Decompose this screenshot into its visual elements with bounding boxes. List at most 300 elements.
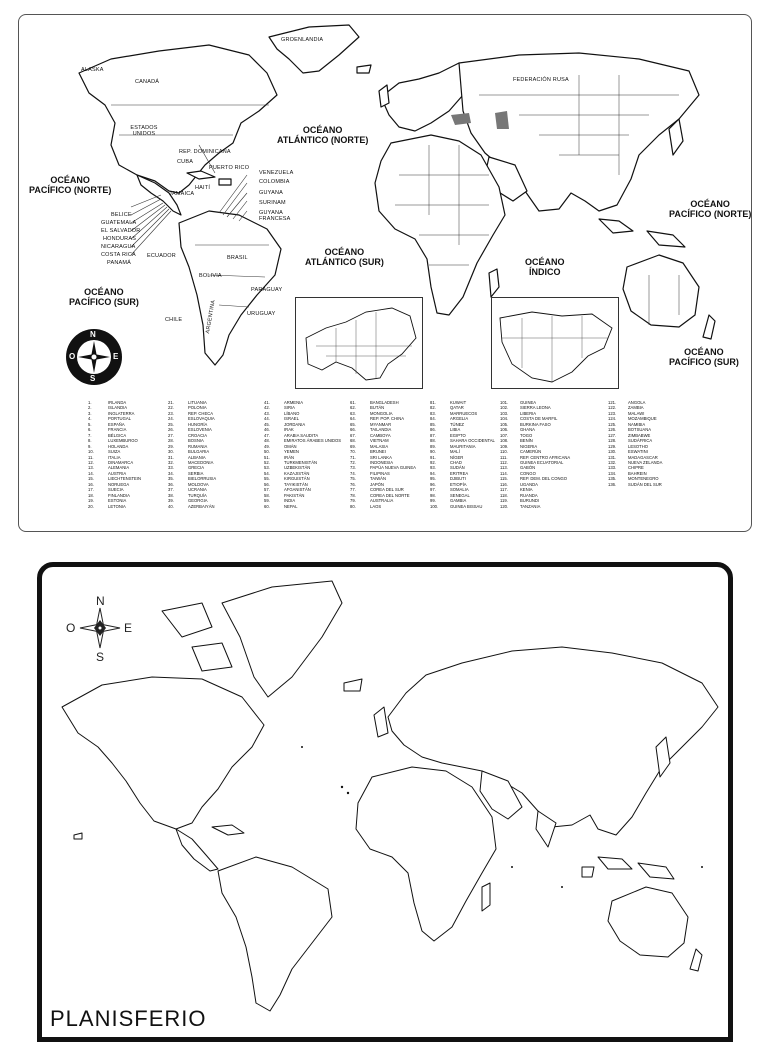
legend-entry-country: ESPAÑA (108, 421, 125, 427)
legend-entry-country: INDONESIA (370, 459, 394, 465)
legend-entry-number: 88. (430, 438, 436, 444)
country-label-panama: PANAMÁ (107, 260, 132, 266)
legend-entry-number: 102. (500, 405, 509, 411)
legend-entry-country: NUEVA ZELANDA (628, 459, 663, 465)
legend-entry-number: 120. (500, 503, 509, 509)
legend-entry-country: MADAGASCAR (628, 454, 658, 460)
legend-entry-number: 23. (168, 410, 174, 416)
legend-entry-country: PORTUGAL (108, 416, 131, 422)
legend-entry-country: ERITREA (450, 470, 469, 476)
legend-entry-number: 123. (608, 410, 617, 416)
legend-entry-country: MALÍ (450, 449, 460, 455)
legend-entry-number: 56. (264, 481, 270, 487)
legend-entry-country: GEORGIA (188, 498, 208, 504)
legend-entry-number: 131. (608, 454, 617, 460)
legend-entry-country: ALBANIA (188, 454, 206, 460)
country-label-venezuela: VENEZUELA (259, 170, 294, 176)
legend-entry-country: AUSTRIA (108, 470, 127, 476)
legend-entry-country: PAKISTÁN (284, 492, 305, 498)
legend-entry-country: MAURITANIA (450, 443, 476, 449)
legend-entry-number: 50. (264, 449, 270, 455)
legend-entry-country: ANGOLA (628, 400, 646, 405)
legend-entry-number: 3. (88, 410, 92, 416)
legend-entry-country: GUINEA (520, 400, 537, 405)
legend-entry-number: 57. (264, 487, 270, 493)
country-label-guatemala: GUATEMALA (101, 220, 137, 226)
legend-entry-number: 53. (264, 465, 270, 471)
legend-entry-number: 65. (350, 421, 356, 427)
country-label-uruguay: URUGUAY (247, 311, 276, 317)
legend-entry-number: 112. (500, 459, 508, 465)
country-label-bolivia: BOLIVIA (199, 273, 222, 279)
legend-entry-number: 95. (430, 476, 436, 482)
legend-entry-number: 103. (500, 410, 509, 416)
country-label-rep-dominicana: REP. DOMINICANA (179, 149, 231, 155)
legend-entry-number: 77. (350, 487, 356, 493)
legend-entry-country: GRECIA (188, 465, 205, 471)
legend-entry-country: SUDÁN (450, 465, 465, 471)
legend-entry-country: AFGANISTÁN (284, 487, 311, 493)
legend-entry-country: ZAMBIA (628, 405, 644, 411)
legend-entry (350, 504, 416, 509)
country-label-federacion-rusa: FEDERACIÓN RUSA (513, 77, 569, 83)
legend-entry-number: 66. (350, 427, 356, 433)
legend-entry-number: 97. (430, 487, 436, 493)
legend-entry-country: TURKMENISTÁN (284, 459, 318, 465)
legend-entry-country: YEMEN (284, 449, 299, 455)
legend-entry-country: IRAK (284, 427, 294, 433)
legend-entry-country: KAZAJISTÁN (284, 470, 310, 476)
australia-outline (608, 887, 688, 957)
legend-entry (430, 504, 495, 509)
legend-entry-country: BRUNEI (370, 449, 386, 455)
legend-entry-number: 21. (168, 400, 174, 405)
legend-entry-country: CONGO (520, 470, 536, 476)
legend-entry-country: REP. POP. CHINA (370, 416, 405, 422)
legend-entry-number: 2. (88, 405, 92, 411)
legend-entry-country: BURKINA FASO (520, 421, 551, 427)
legend-entry-country: GUINEA BISSAU (450, 503, 483, 509)
legend-entry-number: 49. (264, 443, 270, 449)
hispaniola-island (219, 179, 231, 185)
legend-entry-number: 129. (608, 443, 617, 449)
legend-entry-number: 6. (88, 427, 92, 433)
legend-entry-number: 85. (430, 421, 436, 427)
legend-entry-number: 93. (430, 465, 436, 471)
legend-entry-country: TANZANIA (520, 503, 541, 509)
legend-entry-country: COSTA DE MARFIL (520, 416, 558, 422)
legend-entry-number: 91. (430, 454, 436, 460)
outline-world-map-panel (37, 562, 733, 1042)
legend-entry-country: SUDÁN DEL SUR (628, 481, 662, 487)
legend-entry-country: SAHARA OCCIDENTAL (450, 438, 495, 444)
legend-entry-country: ISRAEL (284, 416, 299, 422)
legend-entry-country: RUANDA (520, 492, 538, 498)
legend-entry-country: CAMERÚN (520, 449, 542, 455)
indonesia-islands (599, 219, 633, 233)
legend-entry-number: 98. (430, 492, 436, 498)
legend-entry-country: ESTONIA (108, 498, 127, 504)
legend-entry-country: REP. CHECA (188, 410, 214, 416)
legend-entry-number: 11. (88, 454, 94, 460)
legend-entry-number: 42. (264, 405, 270, 411)
legend-entry-number: 17. (88, 487, 94, 493)
legend-entry-number: 35. (168, 476, 174, 482)
legend-entry-number: 92. (430, 459, 436, 465)
legend-entry-number: 126. (608, 427, 617, 433)
legend-entry-country: CHIPRE (628, 465, 644, 471)
country-label-haiti: HAITÍ (195, 185, 211, 191)
legend-entry-country: BOSNIA (188, 438, 204, 444)
map-title: PLANISFERIO (50, 1006, 207, 1031)
legend-entry-country: GABÓN (520, 465, 536, 471)
legend-entry-country: INDIA (284, 498, 296, 504)
legend-entry-country: HUNGRÍA (188, 421, 208, 427)
legend-entry-country: MACEDONIA (188, 459, 214, 465)
compass-outline-south-label: S (96, 650, 105, 664)
legend-entry-country: IRÁN (284, 454, 295, 460)
legend-entry-number: 61. (350, 400, 356, 405)
legend-entry-country: AUSTRALIA (370, 498, 394, 504)
legend-entry-number: 30. (168, 449, 174, 455)
legend-entry-country: UGANDA (520, 481, 538, 487)
legend-entry-country: REP. CENTRO AFRICANA (520, 454, 571, 460)
legend-entry-country: ISLANDIA (108, 405, 128, 411)
legend-entry-country: LIBIA (450, 427, 461, 433)
country-label-surinam: SURINAM (259, 200, 286, 206)
legend-entry-country: NORUEGA (108, 481, 130, 487)
legend-entry-number: 51. (264, 454, 270, 460)
legend-entry-number: 40. (168, 503, 174, 509)
legend-entry-country: SOMALIA (450, 487, 469, 493)
country-label-colombia: COLOMBIA (259, 179, 290, 185)
legend-entry-number: 12. (88, 459, 94, 465)
legend-entry-country: KUWAIT (450, 400, 467, 405)
legend-entry-number: 64. (350, 416, 356, 422)
legend-entry-country: REP. DEM. DEL CONGO (520, 476, 568, 482)
legend-entry-number: 5. (88, 421, 92, 427)
legend-entry-country: SIERRA LEONA (520, 405, 551, 411)
legend-entry-country: FILIPINAS (370, 470, 390, 476)
legend-entry-number: 46. (264, 427, 270, 433)
legend-entry-country: AZERBAIYÁN (188, 503, 215, 509)
legend-entry-number: 122. (608, 405, 617, 411)
legend-entry-number: 121. (608, 400, 617, 405)
legend-entry-country: IRLANDA (108, 400, 127, 405)
legend-entry-number: 70. (350, 449, 356, 455)
north-america-outline (62, 677, 264, 829)
new-guinea-island (647, 231, 685, 247)
ocean-atlantico-sur-label: OCÉANO ATLÁNTICO (SUR) (305, 247, 384, 267)
legend-entry-country: DINAMARCA (108, 459, 134, 465)
country-label-argentina: ARGENTINA (205, 299, 217, 335)
africa-outline (356, 767, 496, 941)
legend-entry-country: NEPAL (284, 503, 298, 509)
legend-entry-number: 128. (608, 438, 617, 444)
legend-entry-number: 118. (500, 492, 508, 498)
legend-entry-number: 48. (264, 438, 270, 444)
ocean-atlantico-norte-label: OCÉANO ATLÁNTICO (NORTE) (277, 125, 369, 145)
legend-entry-number: 47. (264, 432, 270, 438)
legend-entry-number: 33. (168, 465, 174, 471)
ocean-pacifico-norte-left-label: OCÉANO PACÍFICO (NORTE) (29, 175, 112, 195)
legend-entry-country: MOZAMBIQUE (628, 416, 657, 422)
legend-entry-number: 73. (350, 465, 356, 471)
legend-entry-country: GAMBIA (450, 498, 467, 504)
legend-entry-number: 39. (168, 498, 174, 504)
south-america-outline (218, 857, 332, 1011)
outline-world-map (42, 567, 728, 1037)
legend-entry-number: 54. (264, 470, 270, 476)
legend-entry-number: 104. (500, 416, 509, 422)
legend-entry-number: 8. (88, 438, 92, 444)
country-label-paraguay: PARAGUAY (251, 287, 283, 293)
country-label-el-salvador: EL SALVADOR (101, 228, 141, 234)
legend-entry-number: 116. (500, 481, 508, 487)
legend-entry-country: NAMIBIA (628, 421, 646, 427)
legend-entry-number: 55. (264, 476, 270, 482)
compass-rose (66, 329, 122, 385)
country-label-belice: BELICE (111, 212, 132, 218)
country-label-estados-unidos: ESTADOS UNIDOS (130, 125, 158, 137)
legend-entry-country: MONGOLIA (370, 410, 393, 416)
legend-entry-country: LIBERIA (520, 410, 537, 416)
compass-south-label: S (90, 374, 96, 383)
legend-entry-country: MALASIA (370, 443, 389, 449)
legend-entry-country: LUXEMBURGO (108, 438, 138, 444)
legend-entry-country: ESWATINI (628, 449, 648, 455)
legend-entry-country: ESLOVENIA (188, 427, 212, 433)
legend-entry-number: 37. (168, 487, 174, 493)
legend-entry-country: SIRIA (284, 405, 295, 411)
country-label-honduras: HONDURAS (103, 236, 137, 242)
legend-entry-number: 29. (168, 443, 174, 449)
iceland-island (357, 65, 371, 73)
new-zealand-island (703, 315, 715, 339)
legend-entry-country: FINLANDIA (108, 492, 130, 498)
legend-entry-number: 107. (500, 432, 509, 438)
legend-entry-country: LITUANIA (188, 400, 207, 405)
legend-entry-number: 69. (350, 443, 356, 449)
legend-entry-number: 99. (430, 498, 436, 504)
legend-entry-number: 94. (430, 470, 436, 476)
legend-entry-number: 71. (350, 454, 356, 460)
legend-entry-number: 90. (430, 449, 436, 455)
legend-entry-number: 58. (264, 492, 270, 498)
legend-entry-country: BULGARIA (188, 449, 210, 455)
legend-entry-country: ZIMBABWE (628, 432, 651, 438)
legend-entry-country: LAOS (370, 503, 382, 509)
legend-entry-number: 105. (500, 421, 509, 427)
legend-entry (608, 482, 662, 487)
legend-entry-number: 134. (608, 470, 617, 476)
country-label-guyana-francesa: GUYANA FRANCESA (259, 210, 291, 222)
legend-entry-number: 110. (500, 449, 508, 455)
legend-entry-country: ESLOVAQUIA (188, 416, 215, 422)
legend-entry-country: TURQUÍA (188, 492, 207, 498)
legend-entry-number: 113. (500, 465, 508, 471)
country-label-guyana: GUYANA (259, 190, 284, 196)
legend-entry-country: COREA DEL SUR (370, 487, 404, 493)
legend-entry-number: 45. (264, 421, 270, 427)
ocean-pacifico-sur-left-label: OCÉANO PACÍFICO (SUR) (69, 287, 139, 307)
greenland-outline (222, 581, 342, 697)
legend-entry-country: TAILANDIA (370, 427, 392, 433)
legend-entry-country: BIELORRUSIA (188, 476, 217, 482)
country-label-brasil: BRASIL (227, 255, 248, 261)
legend-entry-country: EMIRATOS ÁRABES UNIDOS (284, 438, 342, 444)
legend-entry-number: 125. (608, 421, 617, 427)
country-number-legend (88, 400, 728, 512)
compass-west-label: O (69, 352, 76, 361)
legend-entry-country: ARABIA SAUDITA (284, 432, 319, 438)
legend-entry (500, 504, 570, 509)
legend-entry-number: 132. (608, 459, 617, 465)
legend-entry-country: SUECIA (108, 487, 124, 493)
middle-east-inset (491, 297, 619, 389)
legend-entry-country: ARGELIA (450, 416, 469, 422)
legend-entry-country: HOLANDA (108, 443, 129, 449)
legend-entry-number: 111. (500, 454, 508, 460)
legend-entry-number: 24. (168, 416, 174, 422)
legend-entry-number: 26. (168, 427, 174, 433)
legend-entry-number: 109. (500, 443, 509, 449)
madagascar-island (489, 269, 499, 297)
legend-entry-number: 127. (608, 432, 617, 438)
ocean-pacifico-norte-right-label: OCÉANO PACÍFICO (NORTE) (669, 199, 752, 219)
legend-entry-country: LESOTHO (628, 443, 649, 449)
country-label-jamaica: JAMAICA (169, 191, 195, 197)
legend-entry (88, 504, 141, 509)
legend-entry-country: NIGERIA (520, 443, 538, 449)
legend-entry-number: 100. (430, 503, 439, 509)
compass-east-label: E (113, 352, 119, 361)
legend-entry-country: MALAWI (628, 410, 645, 416)
legend-entry-country: SRI LANKA (370, 454, 392, 460)
legend-column (350, 400, 416, 509)
legend-entry-number: 108. (500, 438, 509, 444)
legend-entry-number: 78. (350, 492, 356, 498)
country-label-cuba: CUBA (177, 159, 194, 165)
legend-entry-country: UZBEKISTÁN (284, 465, 311, 471)
legend-entry-country: POLONIA (188, 405, 207, 411)
legend-entry-country: LÍBANO (284, 410, 300, 416)
legend-entry-number: 20. (88, 503, 94, 509)
legend-entry-number: 114. (500, 470, 508, 476)
legend-entry-country: UCRANIA (188, 487, 207, 493)
legend-entry-country: KIRGUISTÁN (284, 476, 310, 482)
legend-entry-number: 133. (608, 465, 617, 471)
legend-entry-number: 83. (430, 410, 436, 416)
legend-entry-number: 32. (168, 459, 174, 465)
uk-island (379, 85, 389, 107)
legend-entry-number: 43. (264, 410, 270, 416)
legend-entry-country: SUIZA (108, 449, 121, 455)
legend-column (430, 400, 495, 509)
legend-entry-country: TOGO (520, 432, 533, 438)
legend-entry-country: CAMBOYA (370, 432, 391, 438)
legend-entry-number: 119. (500, 498, 508, 504)
africa-landmass (375, 135, 505, 315)
legend-entry-number: 18. (88, 492, 94, 498)
legend-entry-number: 1. (88, 400, 92, 405)
legend-entry-country: QATAR (450, 405, 464, 411)
legend-entry-number: 22. (168, 405, 174, 411)
legend-entry-number: 136. (608, 481, 617, 487)
legend-entry-country: TAIWÁN (370, 476, 386, 482)
country-label-ecuador: ECUADOR (147, 253, 176, 259)
legend-entry-country: PAPÚA NUEVA GUINEA (370, 465, 416, 471)
legend-entry-number: 79. (350, 498, 356, 504)
legend-entry-number: 14. (88, 470, 94, 476)
legend-entry-country: KENIA (520, 487, 533, 493)
legend-entry-number: 76. (350, 481, 356, 487)
legend-entry-number: 84. (430, 416, 436, 422)
legend-entry-country: VIETNAM (370, 438, 389, 444)
legend-entry-number: 130. (608, 449, 617, 455)
legend-entry-country: FRANCIA (108, 427, 127, 433)
compass-outline-west-label: O (66, 621, 76, 635)
legend-entry-country: ALEMANIA (108, 465, 130, 471)
australia-landmass (623, 255, 699, 327)
legend-entry-country: BANGLADESH (370, 400, 399, 405)
legend-entry-number: 96. (430, 481, 436, 487)
legend-entry-number: 15. (88, 476, 94, 482)
compass-outline-east-label: E (124, 621, 133, 635)
legend-entry-number: 124. (608, 416, 617, 422)
legend-entry-number: 101. (500, 400, 509, 405)
legend-entry-country: BAHREIN (628, 470, 647, 476)
compass-outline-north-label: N (96, 594, 105, 608)
legend-entry-country: LIECHTENSTEIN (108, 476, 142, 482)
legend-entry-number: 82. (430, 405, 436, 411)
legend-entry-number: 34. (168, 470, 174, 476)
country-label-costa-rica: COSTA RICA (101, 252, 136, 258)
legend-entry (264, 504, 341, 509)
legend-entry-country: TAYIKISTÁN (284, 481, 308, 487)
legend-entry-country: MONTENEGRO (628, 476, 659, 482)
legend-entry-number: 41. (264, 400, 270, 405)
legend-entry-number: 74. (350, 470, 356, 476)
legend-entry-country: GHANA (520, 427, 535, 433)
country-label-alaska: ALASKA (81, 67, 104, 73)
legend-entry-number: 68. (350, 438, 356, 444)
compass-north-label: N (90, 330, 96, 339)
legend-entry-number: 4. (88, 416, 92, 422)
legend-entry-number: 60. (264, 503, 270, 509)
legend-entry-number: 28. (168, 438, 174, 444)
legend-entry-number: 63. (350, 410, 356, 416)
legend-entry-number: 25. (168, 421, 174, 427)
country-label-canada: CANADÁ (135, 79, 160, 85)
ocean-indico-label: OCÉANO ÍNDICO (525, 257, 565, 277)
legend-entry-country: MYANMAR (370, 421, 392, 427)
legend-entry-country: INGLATERRA (108, 410, 135, 416)
legend-entry-country: BURUNDI (520, 498, 540, 504)
legend-entry-number: 117. (500, 487, 508, 493)
legend-entry-country: MOLDOVA (188, 481, 209, 487)
country-label-nicaragua: NICARAGUA (101, 244, 136, 250)
legend-entry-country: SERBIA (188, 470, 204, 476)
legend-entry-number: 135. (608, 476, 617, 482)
legend-entry-country: ARMENIA (284, 400, 304, 405)
country-label-groenlandia: GROENLANDIA (281, 37, 324, 43)
legend-entry-country: OMÁN (284, 443, 297, 449)
country-label-puerto-rico: PUERTO RICO (209, 165, 250, 171)
legend-entry-number: 115. (500, 476, 508, 482)
legend-entry-country: NÍGER (450, 454, 464, 460)
legend-column (500, 400, 570, 509)
